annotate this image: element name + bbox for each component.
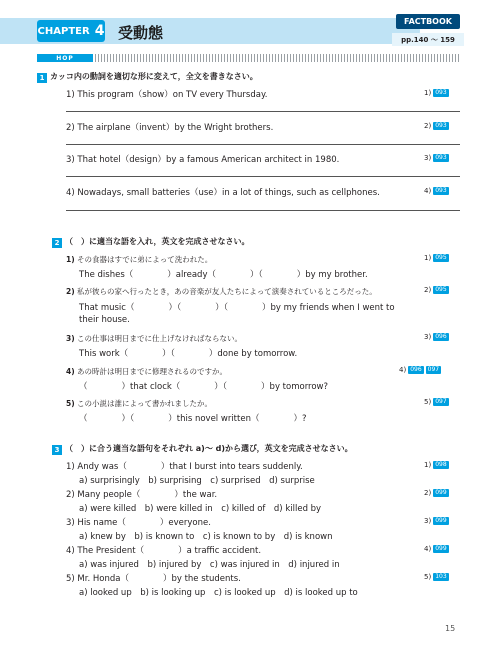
item-number: 2)	[66, 287, 75, 296]
item-number: 4)	[66, 367, 75, 376]
s2-item-3-jp	[66, 333, 242, 344]
factbook-badge: FACTBOOK	[396, 14, 460, 29]
ref-tag: 095	[435, 286, 447, 293]
s2-item-5-jp	[66, 398, 212, 409]
s3-question-5: 5) Mr. Honda（ ）by the students.	[66, 574, 241, 584]
page-header	[0, 0, 480, 60]
s3-ref-1	[424, 461, 449, 469]
ref-tag: 093	[435, 154, 447, 161]
s3-question-1: 1) Andy was（ ）that I burst into tears suddenly.	[66, 462, 303, 472]
ref-label: 1)	[424, 89, 432, 97]
s1-question-3: 3) That hotel（design）by a famous American architect in 1980.	[66, 155, 340, 165]
s1-answer-line-3	[66, 176, 460, 177]
chapter-badge	[37, 20, 105, 42]
s2-ref-2	[424, 286, 449, 294]
ref-tag: 096	[410, 366, 422, 373]
chapter-number: 4	[94, 23, 105, 39]
ref-label: 1)	[424, 254, 432, 262]
ref-label: 2)	[424, 122, 432, 130]
s1-question-1: 1) This program（show）on TV every Thursday.	[66, 90, 268, 100]
section-1-number: 1	[37, 73, 47, 83]
ref-label: 3)	[424, 517, 432, 525]
item-number: 3)	[66, 334, 75, 343]
japanese-sentence: 私が彼らの家へ行ったとき，あの音楽が友人たちによって演奏されているところだった。	[77, 287, 377, 296]
ref-tag: 097	[435, 398, 447, 405]
s2-item-2-jp	[66, 286, 377, 297]
s1-ref-1	[424, 89, 449, 97]
ref-label: 5)	[424, 398, 432, 406]
japanese-sentence: その食器はすでに弟によって洗われた。	[77, 255, 213, 264]
chapter-label: CHAPTER	[37, 25, 90, 37]
ref-label: 2)	[424, 489, 432, 497]
section-2-number: 2	[52, 238, 62, 248]
ref-tag: 099	[435, 545, 447, 552]
ref-tag: 093	[435, 89, 447, 96]
s2-item-1-jp	[66, 254, 212, 265]
hop-bar	[37, 54, 461, 62]
s2-item-1-en: The dishes（ ）already（ ）（ ）by my brother.	[79, 270, 368, 280]
page-number: 15	[445, 624, 456, 633]
section-1-instruction: カッコ内の動詞を適切な形に変えて，全文を書きなさい。	[50, 72, 258, 81]
hop-stripes	[95, 54, 461, 62]
ref-label: 3)	[424, 154, 432, 162]
s3-ref-5	[424, 573, 449, 581]
ref-label: 4)	[424, 187, 432, 195]
item-number: 1)	[66, 255, 75, 264]
s1-question-2: 2) The airplane（invent）by the Wright brothers.	[66, 123, 274, 133]
s1-ref-4	[424, 187, 449, 195]
section-3-instruction: （ ）に合う適当な語句をそれぞれ a)～ d)から選び，英文を完成させなさい。	[65, 444, 353, 453]
s2-item-4-jp	[66, 366, 227, 377]
s1-ref-3	[424, 154, 449, 162]
japanese-sentence: この仕事は明日までに仕上げなければならない。	[77, 334, 243, 343]
s3-ref-2	[424, 489, 449, 497]
hop-label: HOP	[37, 54, 93, 62]
s3-question-3: 3) His name（ ）everyone.	[66, 518, 211, 528]
chapter-title: 受動態	[118, 24, 164, 42]
s2-item-3-en: This work（ ）（ ）done by tomorrow.	[79, 349, 298, 359]
s2-ref-1	[424, 254, 449, 262]
ref-tag: 097	[427, 366, 440, 373]
ref-tag: 096	[435, 333, 447, 340]
s2-ref-5	[424, 398, 449, 406]
s3-choices-2: a) were killed b) were killed in c) killed of d) killed by	[79, 504, 322, 514]
ref-tag: 099	[435, 517, 447, 524]
s3-choices-3: a) knew by b) is known to c) is known to by d) is known	[79, 532, 333, 542]
s3-choices-4: a) was injured b) injured by c) was injured in d) injured in	[79, 560, 340, 570]
ref-label: 4)	[399, 366, 407, 374]
ref-tag: 099	[435, 489, 447, 496]
s3-choices-1: a) surprisingly b) surprising c) surprised d) surprise	[79, 476, 315, 486]
s3-question-2: 2) Many people（ ）the war.	[66, 490, 218, 500]
section-3-title	[52, 443, 353, 455]
section-2-title	[52, 236, 249, 248]
section-3-number: 3	[52, 445, 62, 455]
page-range: pp.140 ～ 159	[392, 33, 464, 46]
s3-choices-5: a) looked up b) is looking up c) is looked up d) is looked up to	[79, 588, 358, 598]
ref-label: 4)	[424, 545, 432, 553]
ref-label: 1)	[424, 461, 432, 469]
ref-label: 3)	[424, 333, 432, 341]
ref-tag: 093	[435, 187, 447, 194]
s2-item-2-en-line-2: their house.	[79, 315, 130, 325]
japanese-sentence: この小説は誰によって書かれましたか。	[77, 399, 213, 408]
japanese-sentence: あの時計は明日までに修理されるのですか。	[77, 367, 228, 376]
s1-ref-2	[424, 122, 449, 130]
ref-label: 2)	[424, 286, 432, 294]
s1-answer-line-1	[66, 111, 460, 112]
s2-item-2-en-line-1: That music（ ）（ ）（ ）by my friends when I went to	[79, 303, 395, 313]
s2-item-4-en: （ ）that clock（ ）（ ）by tomorrow?	[79, 382, 329, 392]
s3-question-4: 4) The President（ ）a traffic accident.	[66, 546, 262, 556]
section-1-title	[37, 71, 258, 83]
ref-tag: 095	[435, 254, 447, 261]
s3-ref-4	[424, 545, 449, 553]
ref-tag: 103	[435, 573, 447, 580]
s1-question-4: 4) Nowadays, small batteries（use）in a lot of things, such as cellphones.	[66, 188, 380, 198]
s2-ref-3	[424, 333, 449, 341]
ref-tag: 093	[435, 122, 447, 129]
ref-label: 5)	[424, 573, 432, 581]
s1-answer-line-4	[66, 210, 460, 211]
s3-ref-3	[424, 517, 449, 525]
section-2-instruction: （ ）に適当な語を入れ，英文を完成させなさい。	[65, 237, 250, 246]
s2-item-5-en: （ ）（ ）this novel written（ ）?	[79, 414, 307, 424]
item-number: 5)	[66, 399, 75, 408]
s1-answer-line-2	[66, 144, 460, 145]
s2-ref-4	[399, 366, 441, 374]
ref-tag: 098	[435, 461, 447, 468]
